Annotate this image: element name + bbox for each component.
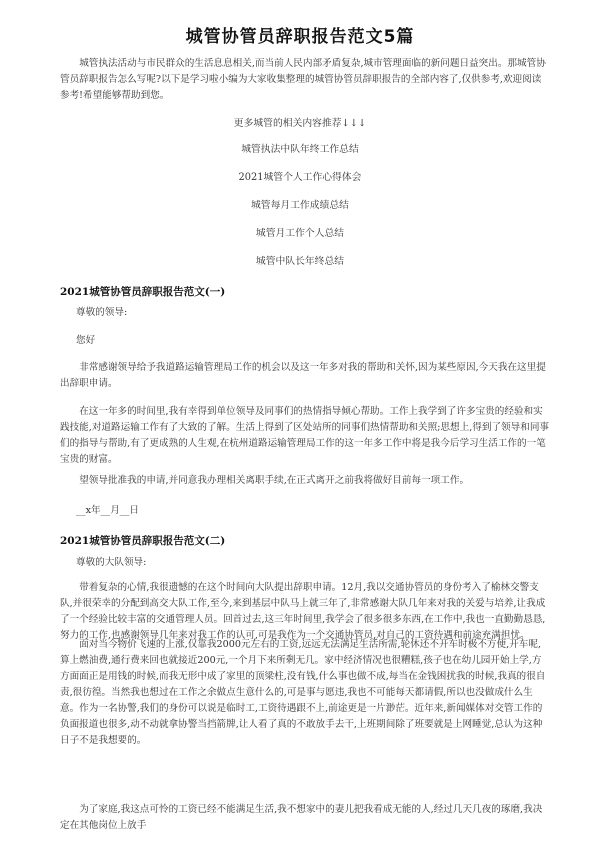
recommend-link[interactable]: 2021城管个人工作心得体会 — [238, 172, 362, 183]
body-paragraph: 在这一年多的时间里,我有幸得到单位领导及同事们的热情指导倾心帮助。工作上我学到了许多宝贵的经验和实践技能,对道路运输工作有了大致的了解。生活上得到了区处站所的同事们热情帮助和关照;思想上,得到了领导和同事们的指导与帮助,有了更成熟的人生观,在杭州道路运输管理局工作的这一年多工作中将是我今后学习生活工作的一笔宝贵的财富。 — [60, 406, 550, 465]
body-paragraph: 望领导批准我的申请,并同意我办理相关离职手续,在正式离开之前我将做好目前每一项工作。 — [79, 475, 470, 486]
body-paragraph: 面对当今物价飞速的上涨,仅靠我2000元左右的工资,远远无法满足生活所需,轮休还不开车时极不方便,开车呢,算上燃油费,通行费来回也就接近200元,一个月下来所剩无几。家中经济情况也很糟糕,孩子也在幼儿园开始上学,方方面面正是用钱的时候,而我无形中成了家里的顶梁柱,没有钱,什么事也做不成,每当在金钱困扰我的时候,我真的很自责,很彷徨。当然我也想过在工作之余做点生意什么的,可是事与愿违,我也不可能每天都请假,所以也没做成什么生意。作为一名协警,我们的身份可以说是临时工,工资待遇跟不上,前途更是一片渺茫。近年来,新闻媒体对交管工作的负面报道也很多,动不动就拿协警当挡箭牌,让人看了真的不敢放手去干,上班期间除了班要就是上网睡觉,总认为这种日子不是我想要的。 — [60, 639, 546, 746]
recommend-heading: 更多城管的相关内容推荐↓↓↓ — [233, 118, 367, 129]
body-paragraph: 带着复杂的心情,我很遗憾的在这个时间向大队提出辞职申请。12月,我以交通协管员的身份考入了榆林交警支队,并很荣幸的分配到高交大队工作,至今,来到基层中队马上就三年了,非常感谢大队几年来对我的关爱与培养,让我成了一个经验比较丰富的交通管理人员。回首过去,这三年时间里,我学会了很多很多东西,在工作中,我也一直勤勤恳恳,努力的工作,也感谢领导几年来对我工作的认可,可是我作为一个交通协管员,对自己的工资待遇和前途充满担忧。 — [60, 582, 546, 641]
recommend-link[interactable]: 城管月工作个人总结 — [255, 228, 345, 239]
intro-paragraph: 城管执法活动与市民群众的生活息息相关,而当前人民内部矛盾复杂,城市管理面临的新问题日益突出。那城管协管员辞职报告怎么写呢?以下是学习啦小编为大家收集整理的城管协管员辞职报告的全部内容了,仅供参考,欢迎阅读参考!希望能够帮助到您。 — [60, 58, 546, 101]
document-title: 城管协管员辞职报告范文5篇 — [185, 27, 415, 47]
date-line: __x年__月__日 — [76, 505, 139, 516]
body-paragraph: 非常感谢领导给予我道路运输管理局工作的机会以及这一年多对我的帮助和关怀,因为某些原因,今天我在这里提出辞职申请。 — [60, 362, 546, 389]
greeting: 您好 — [76, 335, 96, 346]
section-2-heading: 2021城管协管员辞职报告范文(二) — [60, 535, 226, 547]
recommend-link[interactable]: 城管每月工作成绩总结 — [251, 200, 349, 211]
salutation: 尊敬的大队领导: — [76, 557, 147, 568]
recommend-link[interactable]: 城管执法中队年终工作总结 — [241, 144, 359, 155]
recommend-link[interactable]: 城管中队长年终总结 — [255, 256, 345, 267]
section-1-heading: 2021城管协管员辞职报告范文(一) — [60, 286, 226, 298]
salutation: 尊敬的领导: — [76, 307, 128, 318]
body-paragraph: 为了家庭,我这点可怜的工资已经不能满足生活,我不想家中的妻儿把我看成无能的人,经过几天几夜的琢磨,我决定在其他岗位上放手 — [60, 804, 543, 831]
